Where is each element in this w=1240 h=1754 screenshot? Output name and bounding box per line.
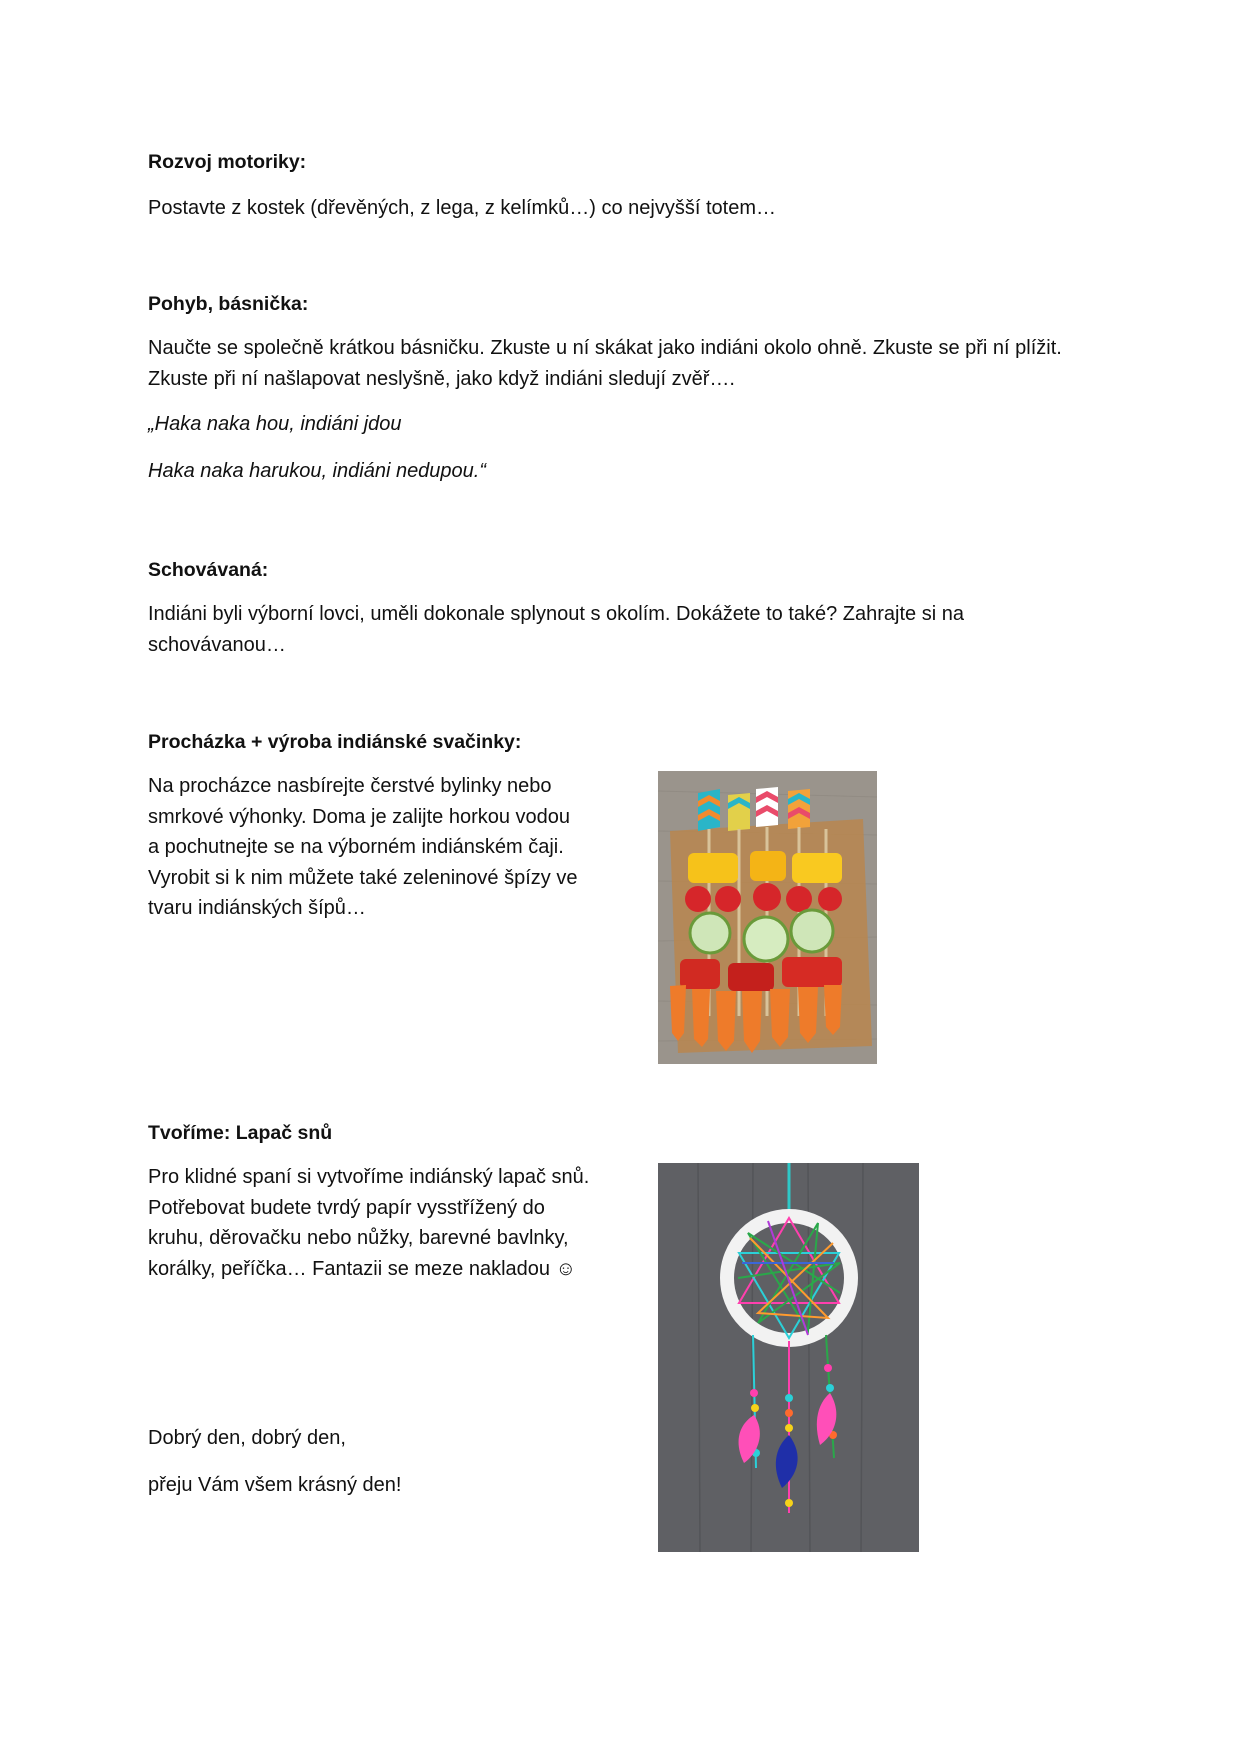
closing-line-2: přeju Vám všem krásný den! <box>148 1474 402 1496</box>
poem-line-1: „Haka naka hou, indiáni jdou <box>148 413 402 435</box>
vegetable-skewers-photo <box>658 771 877 1064</box>
text-pohyb: Naučte se společně krátkou básničku. Zkuste u ní skákat jako indiáni okolo ohně. Zkuste se při ní plížit. Zkuste při ní našlapovat neslyšně, jako když indiáni sledují zvěř…. <box>148 337 1062 390</box>
heading-prochazka: Procházka + výroba indiánské svačinky: <box>148 731 522 753</box>
text-prochazka: Na procházce nasbírejte čerstvé bylinky nebo smrkové výhonky. Doma je zalijte horkou vodou a pochutnejte se na výborném indiánském čaji. Vyrobit si k nim můžete také zeleninové špízy ve tvaru indiánských šípů… <box>148 775 578 919</box>
closing-line-1: Dobrý den, dobrý den, <box>148 1427 346 1449</box>
heading-motorika: Rozvoj motoriky: <box>148 151 307 173</box>
poem-line-2: Haka naka harukou, indiáni nedupou.“ <box>148 460 487 482</box>
text-lapac: Pro klidné spaní si vytvoříme indiánský lapač snů. Potřebovat budete tvrdý papír vysstřížený do kruhu, děrovačku nebo nůžky, barevné bavlnky, korálky, peříčka… Fantazii se meze nakladou ☺ <box>148 1166 590 1280</box>
heading-pohyb: Pohyb, básnička: <box>148 293 309 315</box>
heading-schovavana: Schovávaná: <box>148 559 269 581</box>
heading-lapac: Tvoříme: Lapač snů <box>148 1122 333 1144</box>
dreamcatcher-photo <box>658 1163 919 1552</box>
text-motorika: Postavte z kostek (dřevěných, z lega, z kelímků…) co nejvyšší totem… <box>148 197 777 219</box>
text-schovavana: Indiáni byli výborní lovci, uměli dokonale splynout s okolím. Dokážete to také? Zahrajte si na schovávanou… <box>148 603 964 656</box>
